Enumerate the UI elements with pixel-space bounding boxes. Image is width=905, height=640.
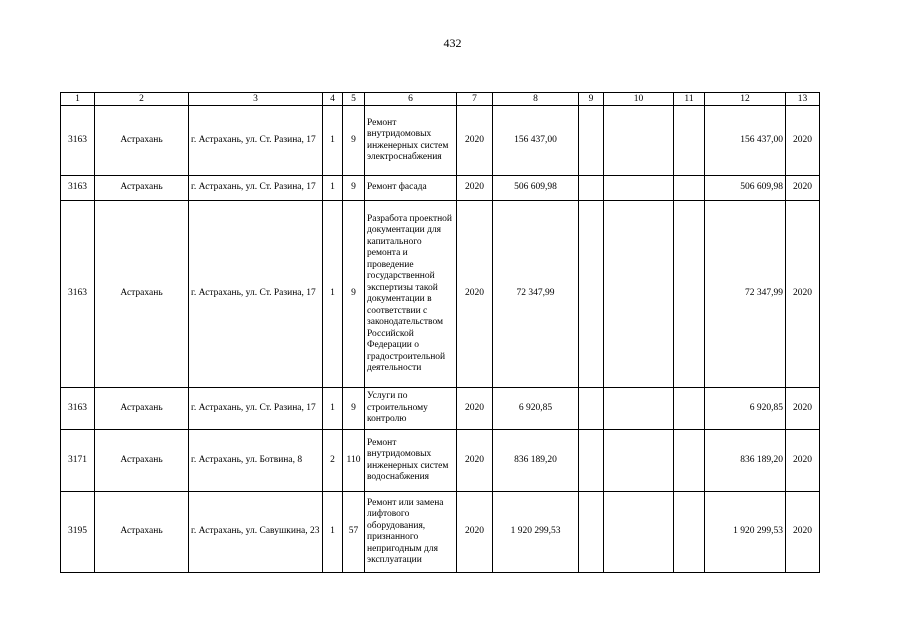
municipality-cell: Астрахань: [95, 388, 189, 430]
address-cell: г. Астрахань, ул. Ст. Разина, 17: [189, 176, 323, 201]
completion-year-cell: 2020: [786, 492, 820, 573]
work-type-cell: Ремонт внутридомовых инженерных систем водоснабжения: [365, 430, 457, 492]
total-cost-cell: 506 609,98: [705, 176, 786, 201]
object-id-cell: 3195: [61, 492, 95, 573]
col5-cell: 9: [343, 176, 365, 201]
column-number-10: 10: [604, 93, 674, 106]
cost-cell: 836 189,20: [493, 430, 579, 492]
cost-cell: 156 437,00: [493, 106, 579, 176]
object-id-cell: 3163: [61, 201, 95, 388]
cost-cell: 506 609,98: [493, 176, 579, 201]
col5-cell: 9: [343, 106, 365, 176]
column-number-9: 9: [579, 93, 604, 106]
address-cell: г. Астрахань, ул. Ботвина, 8: [189, 430, 323, 492]
column-number-6: 6: [365, 93, 457, 106]
col9-cell: [579, 106, 604, 176]
municipality-cell: Астрахань: [95, 201, 189, 388]
total-cost-cell: 6 920,85: [705, 388, 786, 430]
completion-year-cell: 2020: [786, 106, 820, 176]
table-row: [61, 106, 820, 176]
column-number-13: 13: [786, 93, 820, 106]
work-type-cell: Ремонт фасада: [365, 176, 457, 201]
col10-cell: [604, 106, 674, 176]
col5-cell: 9: [343, 388, 365, 430]
address-cell: г. Астрахань, ул. Ст. Разина, 17: [189, 388, 323, 430]
col11-cell: [674, 388, 705, 430]
col9-cell: [579, 430, 604, 492]
col10-cell: [604, 388, 674, 430]
object-id-cell: 3163: [61, 106, 95, 176]
total-cost-cell: 1 920 299,53: [705, 492, 786, 573]
column-number-5: 5: [343, 93, 365, 106]
cost-cell: 72 347,99: [493, 201, 579, 388]
table-row: [61, 201, 820, 388]
col4-cell: 1: [323, 388, 343, 430]
year-cell: 2020: [457, 388, 493, 430]
completion-year-cell: 2020: [786, 201, 820, 388]
col9-cell: [579, 176, 604, 201]
column-number-12: 12: [705, 93, 786, 106]
col11-cell: [674, 106, 705, 176]
col5-cell: 57: [343, 492, 365, 573]
cost-cell: 1 920 299,53: [493, 492, 579, 573]
col4-cell: 1: [323, 201, 343, 388]
work-type-cell: Разработа проектной документации для капитального ремонта и проведение государственной экспертизы такой документации в соответствии с законодательством Российской Федерации о градостроительной деятельности: [365, 201, 457, 388]
column-number-2: 2: [95, 93, 189, 106]
page-number: 432: [443, 36, 462, 50]
total-cost-cell: 156 437,00: [705, 106, 786, 176]
table-row: [61, 492, 820, 573]
table-row: [61, 430, 820, 492]
column-number-7: 7: [457, 93, 493, 106]
completion-year-cell: 2020: [786, 388, 820, 430]
total-cost-cell: 836 189,20: [705, 430, 786, 492]
col10-cell: [604, 430, 674, 492]
col9-cell: [579, 492, 604, 573]
object-id-cell: 3163: [61, 176, 95, 201]
col11-cell: [674, 176, 705, 201]
col5-cell: 110: [343, 430, 365, 492]
year-cell: 2020: [457, 106, 493, 176]
address-cell: г. Астрахань, ул. Ст. Разина, 17: [189, 201, 323, 388]
col11-cell: [674, 492, 705, 573]
column-number-3: 3: [189, 93, 323, 106]
col11-cell: [674, 430, 705, 492]
municipality-cell: Астрахань: [95, 430, 189, 492]
column-number-row: [61, 93, 820, 106]
col4-cell: 1: [323, 176, 343, 201]
year-cell: 2020: [457, 201, 493, 388]
column-number-8: 8: [493, 93, 579, 106]
column-number-11: 11: [674, 93, 705, 106]
col4-cell: 1: [323, 492, 343, 573]
completion-year-cell: 2020: [786, 430, 820, 492]
table-row: [61, 388, 820, 430]
col9-cell: [579, 388, 604, 430]
object-id-cell: 3163: [61, 388, 95, 430]
municipality-cell: Астрахань: [95, 106, 189, 176]
capital-repair-table: [60, 92, 820, 573]
col5-cell: 9: [343, 201, 365, 388]
year-cell: 2020: [457, 492, 493, 573]
address-cell: г. Астрахань, ул. Ст. Разина, 17: [189, 106, 323, 176]
address-cell: г. Астрахань, ул. Савушкина, 23: [189, 492, 323, 573]
col10-cell: [604, 176, 674, 201]
work-type-cell: Ремонт или замена лифтового оборудования, признанного непригодным для эксплуатации: [365, 492, 457, 573]
total-cost-cell: 72 347,99: [705, 201, 786, 388]
table-row: [61, 176, 820, 201]
column-number-4: 4: [323, 93, 343, 106]
municipality-cell: Астрахань: [95, 492, 189, 573]
object-id-cell: 3171: [61, 430, 95, 492]
col9-cell: [579, 201, 604, 388]
col10-cell: [604, 201, 674, 388]
col10-cell: [604, 492, 674, 573]
municipality-cell: Астрахань: [95, 176, 189, 201]
work-type-cell: Услуги по строительному контролю: [365, 388, 457, 430]
completion-year-cell: 2020: [786, 176, 820, 201]
work-type-cell: Ремонт внутридомовых инженерных систем электроснабжения: [365, 106, 457, 176]
col4-cell: 1: [323, 106, 343, 176]
col4-cell: 2: [323, 430, 343, 492]
year-cell: 2020: [457, 430, 493, 492]
col11-cell: [674, 201, 705, 388]
cost-cell: 6 920,85: [493, 388, 579, 430]
column-number-1: 1: [61, 93, 95, 106]
year-cell: 2020: [457, 176, 493, 201]
